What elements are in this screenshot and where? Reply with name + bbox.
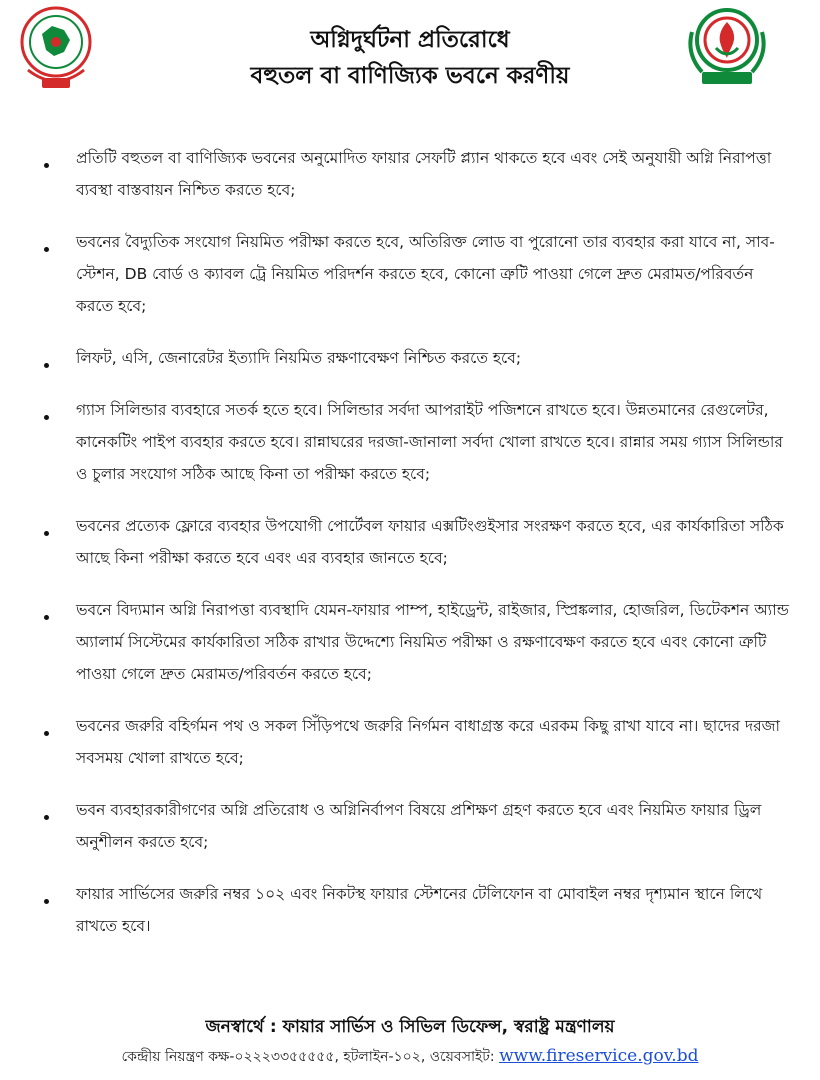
bullet-icon	[44, 899, 49, 904]
list-item-text: প্রতিটি বহুতল বা বাণিজ্যিক ভবনের অনুমোদিত ফায়ার সেফটি প্ল্যান থাকতে হবে এবং সেই অনুযায়ী অগ্নি নিরাপত্তা ব্যবস্থা বাস্তবায়ন নিশ্চিত করতে হবে;	[76, 149, 772, 199]
fire-service-civil-defence-logo-icon	[682, 2, 772, 90]
guideline-list	[38, 142, 790, 942]
list-item	[38, 510, 790, 574]
list-item-text: ভবনের জরুরি বহির্গমন পথ ও সকল সিঁড়িপথে জরুরি নির্গমন বাধাগ্রস্ত করে এরকম কিছু রাখা যাবে না। ছাদের দরজা সবসময় খোলা রাখতে হবে;	[76, 717, 781, 767]
list-item-text: ভবন ব্যবহারকারীগণের অগ্নি প্রতিরোধ ও অগ্নিনির্বাপণ বিষয়ে প্রশিক্ষণ গ্রহণ করতে হবে এবং নিয়মিত ফায়ার ড্রিল অনুশীলন করতে হবে;	[76, 801, 762, 851]
bullet-icon	[44, 731, 49, 736]
list-item-text: ভবনের বৈদ্যুতিক সংযোগ নিয়মিত পরীক্ষা করতে হবে, অতিরিক্ত লোড বা পুরোনো তার ব্যবহার করা যাবে না, সাব-স্টেশন, DB বোর্ড ও ক্যাবল ট্রে নিয়মিত পরিদর্শন করতে হবে, কোনো ত্রুটি পাওয়া গেলে দ্রুত মেরামত/পরিবর্তন করতে হবে;	[76, 233, 775, 315]
list-item	[38, 710, 790, 774]
list-item	[38, 794, 790, 858]
list-item	[38, 142, 790, 206]
list-item	[38, 394, 790, 490]
bullet-icon	[44, 815, 49, 820]
bullet-icon	[44, 615, 49, 620]
list-item-text: ফায়ার সার্ভিসের জরুরি নম্বর ১০২ এবং নিকটস্থ ফায়ার স্টেশনের টেলিফোন বা মোবাইল নম্বর দৃশ্যমান স্থানে লিখে রাখতে হবে।	[76, 885, 763, 935]
page-title: অগ্নিদুর্ঘটনা প্রতিরোধে	[310, 27, 510, 53]
list-item-text: গ্যাস সিলিন্ডার ব্যবহারে সতর্ক হতে হবে। সিলিন্ডার সর্বদা আপরাইট পজিশনে রাখতে হবে। উন্নতমানের রেগুলেটর, কানেকটিং পাইপ ব্যবহার করতে হবে। রান্নাঘরের দরজা-জানালা সর্বদা খোলা রাখতে হবে। রান্নার সময় গ্যাস সিলিন্ডার ও চুলার সংযোগ সঠিক আছে কিনা তা পরীক্ষা করতে হবে;	[76, 401, 783, 483]
bullet-icon	[44, 531, 49, 536]
header	[0, 0, 820, 110]
list-item-text: ভবনের প্রত্যেক ফ্লোরে ব্যবহার উপযোগী পোর্টেবল ফায়ার এক্সটিংগুইসার সংরক্ষণ করতে হবে, এর কার্যকারিতা সঠিক আছে কিনা পরীক্ষা করতে হবে এবং এর ব্যবহার জানতে হবে;	[76, 517, 784, 567]
bullet-icon	[44, 163, 49, 168]
footer-authority: জনস্বার্থে : ফায়ার সার্ভিস ও সিভিল ডিফেন্স, স্বরাষ্ট্র মন্ত্রণালয়	[205, 1017, 615, 1037]
list-item-text: লিফট, এসি, জেনারেটর ইত্যাদি নিয়মিত রক্ষণাবেক্ষণ নিশ্চিত করতে হবে;	[76, 349, 522, 367]
page-subtitle: বহুতল বা বাণিজ্যিক ভবনে করণীয়	[250, 63, 570, 89]
bullet-icon	[44, 247, 49, 252]
website-link[interactable]: www.fireservice.gov.bd	[499, 1046, 699, 1066]
bullet-icon	[44, 363, 49, 368]
list-item	[38, 226, 790, 322]
bullet-icon	[44, 415, 49, 420]
title-block	[150, 22, 670, 94]
list-item	[38, 878, 790, 942]
government-seal-icon	[20, 4, 92, 92]
footer	[0, 1012, 820, 1071]
footer-contact-line	[0, 1042, 820, 1071]
footer-contact: কেন্দ্রীয় নিয়ন্ত্রণ কক্ষ-০২২২৩৩৫৫৫৫৫, হটলাইন-১০২, ওয়েবসাইট:	[121, 1049, 500, 1065]
list-item	[38, 342, 790, 374]
list-item	[38, 594, 790, 690]
list-item-text: ভবনে বিদ্যমান অগ্নি নিরাপত্তা ব্যবস্থাদি যেমন-ফায়ার পাম্প, হাইড্রেন্ট, রাইজার, স্প্রিঙ্কলার, হোজরিল, ডিটেকশন অ্যান্ড অ্যালার্ম সিস্টেমের কার্যকারিতা সঠিক রাখার উদ্দেশ্যে নিয়মিত পরীক্ষা ও রক্ষণাবেক্ষণ করতে হবে এবং কোনো ত্রুটি পাওয়া গেলে দ্রুত মেরামত/পরিবর্তন করতে হবে;	[76, 601, 790, 683]
